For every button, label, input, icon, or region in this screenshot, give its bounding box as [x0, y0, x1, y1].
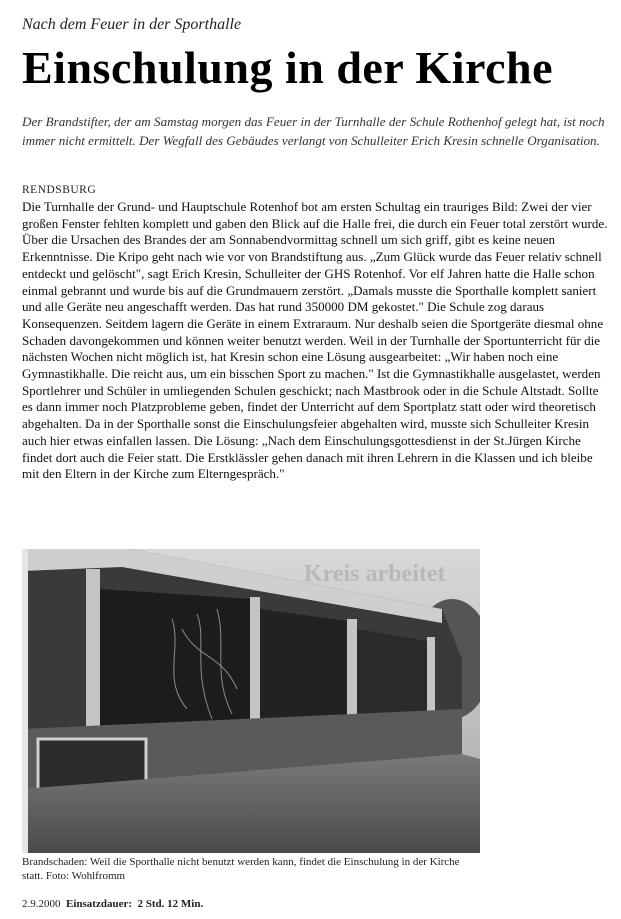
burned-window-3	[357, 629, 427, 719]
footer	[22, 898, 203, 910]
left-pillar	[22, 549, 28, 853]
burned-window-1	[100, 589, 250, 735]
dateline: RENDSBURG	[22, 184, 97, 196]
burned-gym-photo	[22, 549, 480, 853]
photo-caption: Brandschaden: Weil die Sporthalle nicht benutzt werden kann, findet die Einschulung in der Kirche statt. Foto: Wohlfromm	[22, 856, 460, 882]
news-photo	[22, 549, 480, 853]
lead-paragraph: Der Brandstifter, der am Samstag morgen das Feuer in der Turnhalle der Schule Rothenhof gelegt hat, ist noch immer nicht ermittelt. Der Wegfall des Gebäudes verlangt von Schulleiter Erich Kresin schnelle Organisation.	[22, 114, 605, 148]
article-body: Die Turnhalle der Grund- und Hauptschule Rotenhof bot am ersten Schultag ein trauriges Bild: Zwei der vier großen Fenster fehlten komplett und gaben den Blick auf die Halle frei, die durch ein Feuer total zerstört wurde. Über die Ursachen des Brandes der am Sonnabendvormittag schnell um sich griff, gibt es keine neuen Erkenntnisse. Die Kripo geht nach wie vor von Brandstiftung aus. „Zum Glück wurde das Feuer relativ schnell entdeckt und gelöscht", sagt Erich Kresin, Schulleiter der GHS Rotenhof. Vor elf Jahren hatte die Halle schon einmal gebrannt und wurde bis auf die Grundmauern zerstört. „Damals musste die Sporthalle komplett saniert und alle Geräte neu angeschafft werden. Das hat rund 350000 DM gekostet." Die Schule zog daraus Konsequenzen. Seitdem lagern die Geräte in einem Extraraum. Nur deshalb seien die Sportgeräte diesmal ohne Schaden davongekommen und können weiter benutzt werden. Weil in der Turnhalle der Sportunterricht für die nächsten Wochen nicht möglich ist, hat Kresin schon eine Lösung ausgearbeitet: „Wir haben noch eine Gymnastikhalle. Die reicht aus, um ein bisschen Sport zu machen." Ist die Gymnastikhalle ausgelastet, werden Sportlehrer und Schüler in umliegenden Schulen geschickt; nach Mastbrook oder in die Schule Altstadt. Sollte es dann immer noch Platzprobleme geben, findet der Unterricht auf dem Sportplatz statt oder wird theoretisch abgehalten. Da in der Sporthalle sonst die Einschulungsfeier abgehalten wird, musste sich Schulleiter Kresin auch hier etwas einfallen lassen. Die Lösung: „Nach dem Einschulungsgottesdienst in der St.Jürgen Kirche findet dort auch die Feier statt. Die Erstklässler gehen danach mit ihren Lehrern in die Klassen und ich bleibe mit den Eltern in der Kirche zum Elterngespräch."	[22, 199, 608, 482]
footer-date: 2.9.2000	[22, 898, 61, 910]
footer-duration-value: 2 Std. 12 Min.	[137, 898, 204, 910]
photo-bg-text-1: Kreis arbeitet	[304, 561, 446, 587]
headline: Einschulung in der Kirche	[22, 42, 553, 93]
kicker: Nach dem Feuer in der Sporthalle	[22, 16, 242, 33]
footer-duration-label: Einsatzdauer:	[66, 898, 132, 910]
burned-window-2	[260, 609, 347, 727]
